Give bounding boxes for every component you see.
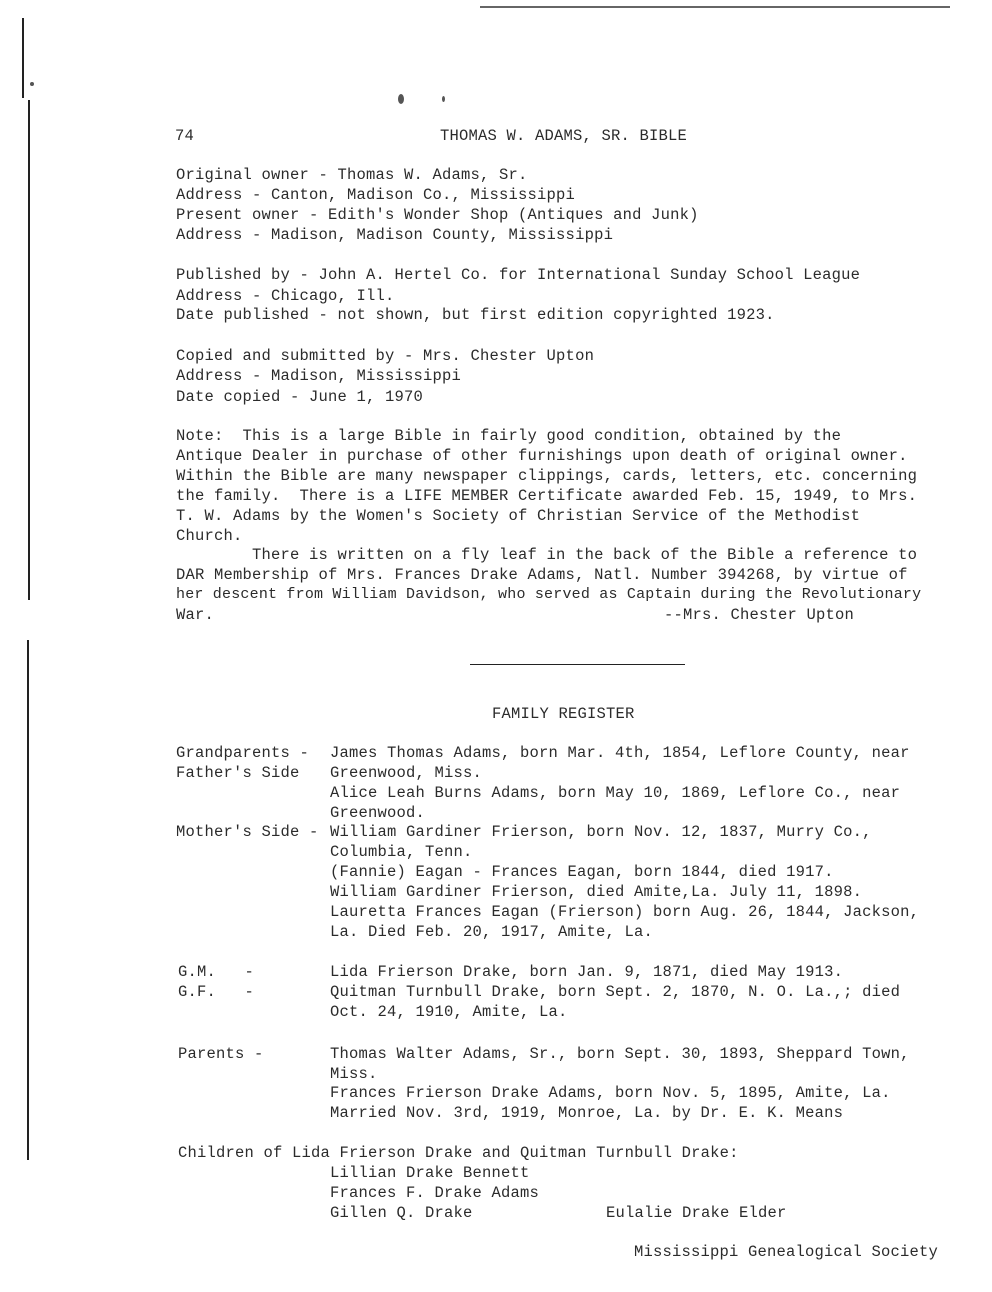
note-line: the family. There is a LIFE MEMBER Certificate awarded Feb. 15, 1949, to Mrs. — [176, 487, 918, 505]
binding-edge-mark — [27, 640, 29, 1160]
scan-speck — [442, 96, 445, 102]
section-heading: FAMILY REGISTER — [492, 705, 635, 723]
footer-society: Mississippi Genealogical Society — [634, 1243, 939, 1261]
scan-speck — [30, 82, 34, 86]
parents-label: Parents - — [178, 1045, 264, 1063]
register-entry: Alice Leah Burns Adams, born May 10, 1869, Leflore Co., near — [330, 784, 901, 802]
page-title: THOMAS W. ADAMS, SR. BIBLE — [440, 127, 688, 145]
register-entry: William Gardiner Frierson, born Nov. 12, 1837, Murry Co., — [330, 823, 872, 841]
grandparents-label: Grandparents - — [176, 744, 310, 762]
register-entry: Greenwood, Miss. — [330, 764, 483, 782]
register-entry: Married Nov. 3rd, 1919, Monroe, La. by Dr. E. K. Means — [330, 1104, 844, 1122]
note-line: Within the Bible are many newspaper clippings, cards, letters, etc. concerning — [176, 467, 918, 485]
child-entry: Frances F. Drake Adams — [330, 1184, 540, 1202]
register-entry: William Gardiner Frierson, died Amite,La. July 11, 1898. — [330, 883, 863, 901]
register-entry: Greenwood. — [330, 804, 426, 822]
copied-address-line: Address - Madison, Mississippi — [176, 367, 462, 385]
date-published-line: Date published - not shown, but first edition copyrighted 1923. — [176, 306, 775, 324]
gf-label: G.F. - — [178, 983, 255, 1001]
children-heading: Children of Lida Frierson Drake and Quitman Turnbull Drake: — [178, 1144, 739, 1162]
present-owner-line: Present owner - Edith's Wonder Shop (Antiques and Junk) — [176, 206, 699, 224]
section-divider — [470, 664, 685, 665]
published-address-line: Address - Chicago, Ill. — [176, 287, 395, 305]
register-entry: Columbia, Tenn. — [330, 843, 473, 861]
register-entry: James Thomas Adams, born Mar. 4th, 1854, Leflore County, near — [330, 744, 910, 762]
register-entry: Oct. 24, 1910, Amite, La. — [330, 1003, 568, 1021]
note-line: her descent from William Davidson, who served as Captain during the Revolutionary — [176, 586, 922, 603]
note-line: War. — [176, 606, 215, 624]
page-number: 74 — [175, 127, 195, 145]
copied-by-line: Copied and submitted by - Mrs. Chester Upton — [176, 347, 595, 365]
original-address-line: Address - Canton, Madison Co., Mississippi — [176, 186, 576, 204]
fathers-side-label: Father's Side — [176, 764, 300, 782]
register-entry: La. Died Feb. 20, 1917, Amite, La. — [330, 923, 654, 941]
binding-edge-mark — [22, 18, 24, 98]
register-entry: Quitman Turnbull Drake, born Sept. 2, 1870, N. O. La.,; died — [330, 983, 901, 1001]
register-entry: Miss. — [330, 1065, 378, 1083]
date-copied-line: Date copied - June 1, 1970 — [176, 388, 424, 406]
top-edge-mark — [480, 6, 950, 8]
child-entry: Gillen Q. Drake — [330, 1204, 473, 1222]
note-line: There is written on a fly leaf in the back of the Bible a reference to — [176, 546, 918, 564]
register-entry: Lauretta Frances Eagan (Frierson) born Aug. 26, 1844, Jackson, — [330, 903, 920, 921]
note-line: Antique Dealer in purchase of other furnishings upon death of original owner. — [176, 447, 908, 465]
original-owner-line: Original owner - Thomas W. Adams, Sr. — [176, 166, 528, 184]
register-entry: Thomas Walter Adams, Sr., born Sept. 30, 1893, Sheppard Town, — [330, 1045, 910, 1063]
published-by-line: Published by - John A. Hertel Co. for International Sunday School League — [176, 266, 861, 284]
present-address-line: Address - Madison, Madison County, Mississippi — [176, 226, 614, 244]
register-entry: Frances Frierson Drake Adams, born Nov. 5, 1895, Amite, La. — [330, 1084, 891, 1102]
child-entry: Lillian Drake Bennett — [330, 1164, 530, 1182]
gm-label: G.M. - — [178, 963, 255, 981]
note-line: Note: This is a large Bible in fairly good condition, obtained by the — [176, 427, 842, 445]
binding-edge-mark — [28, 100, 30, 600]
register-entry: (Fannie) Eagan - Frances Eagan, born 1844, died 1917. — [330, 863, 834, 881]
register-entry: Lida Frierson Drake, born Jan. 9, 1871, died May 1913. — [330, 963, 844, 981]
note-line: DAR Membership of Mrs. Frances Drake Adams, Natl. Number 394268, by virtue of — [176, 566, 908, 584]
child-entry: Eulalie Drake Elder — [606, 1204, 787, 1222]
note-signature: --Mrs. Chester Upton — [664, 606, 855, 624]
mothers-side-label: Mother's Side - — [176, 823, 319, 841]
scan-speck — [398, 94, 404, 104]
note-line: T. W. Adams by the Women's Society of Christian Service of the Methodist — [176, 507, 861, 525]
note-line: Church. — [176, 527, 243, 545]
